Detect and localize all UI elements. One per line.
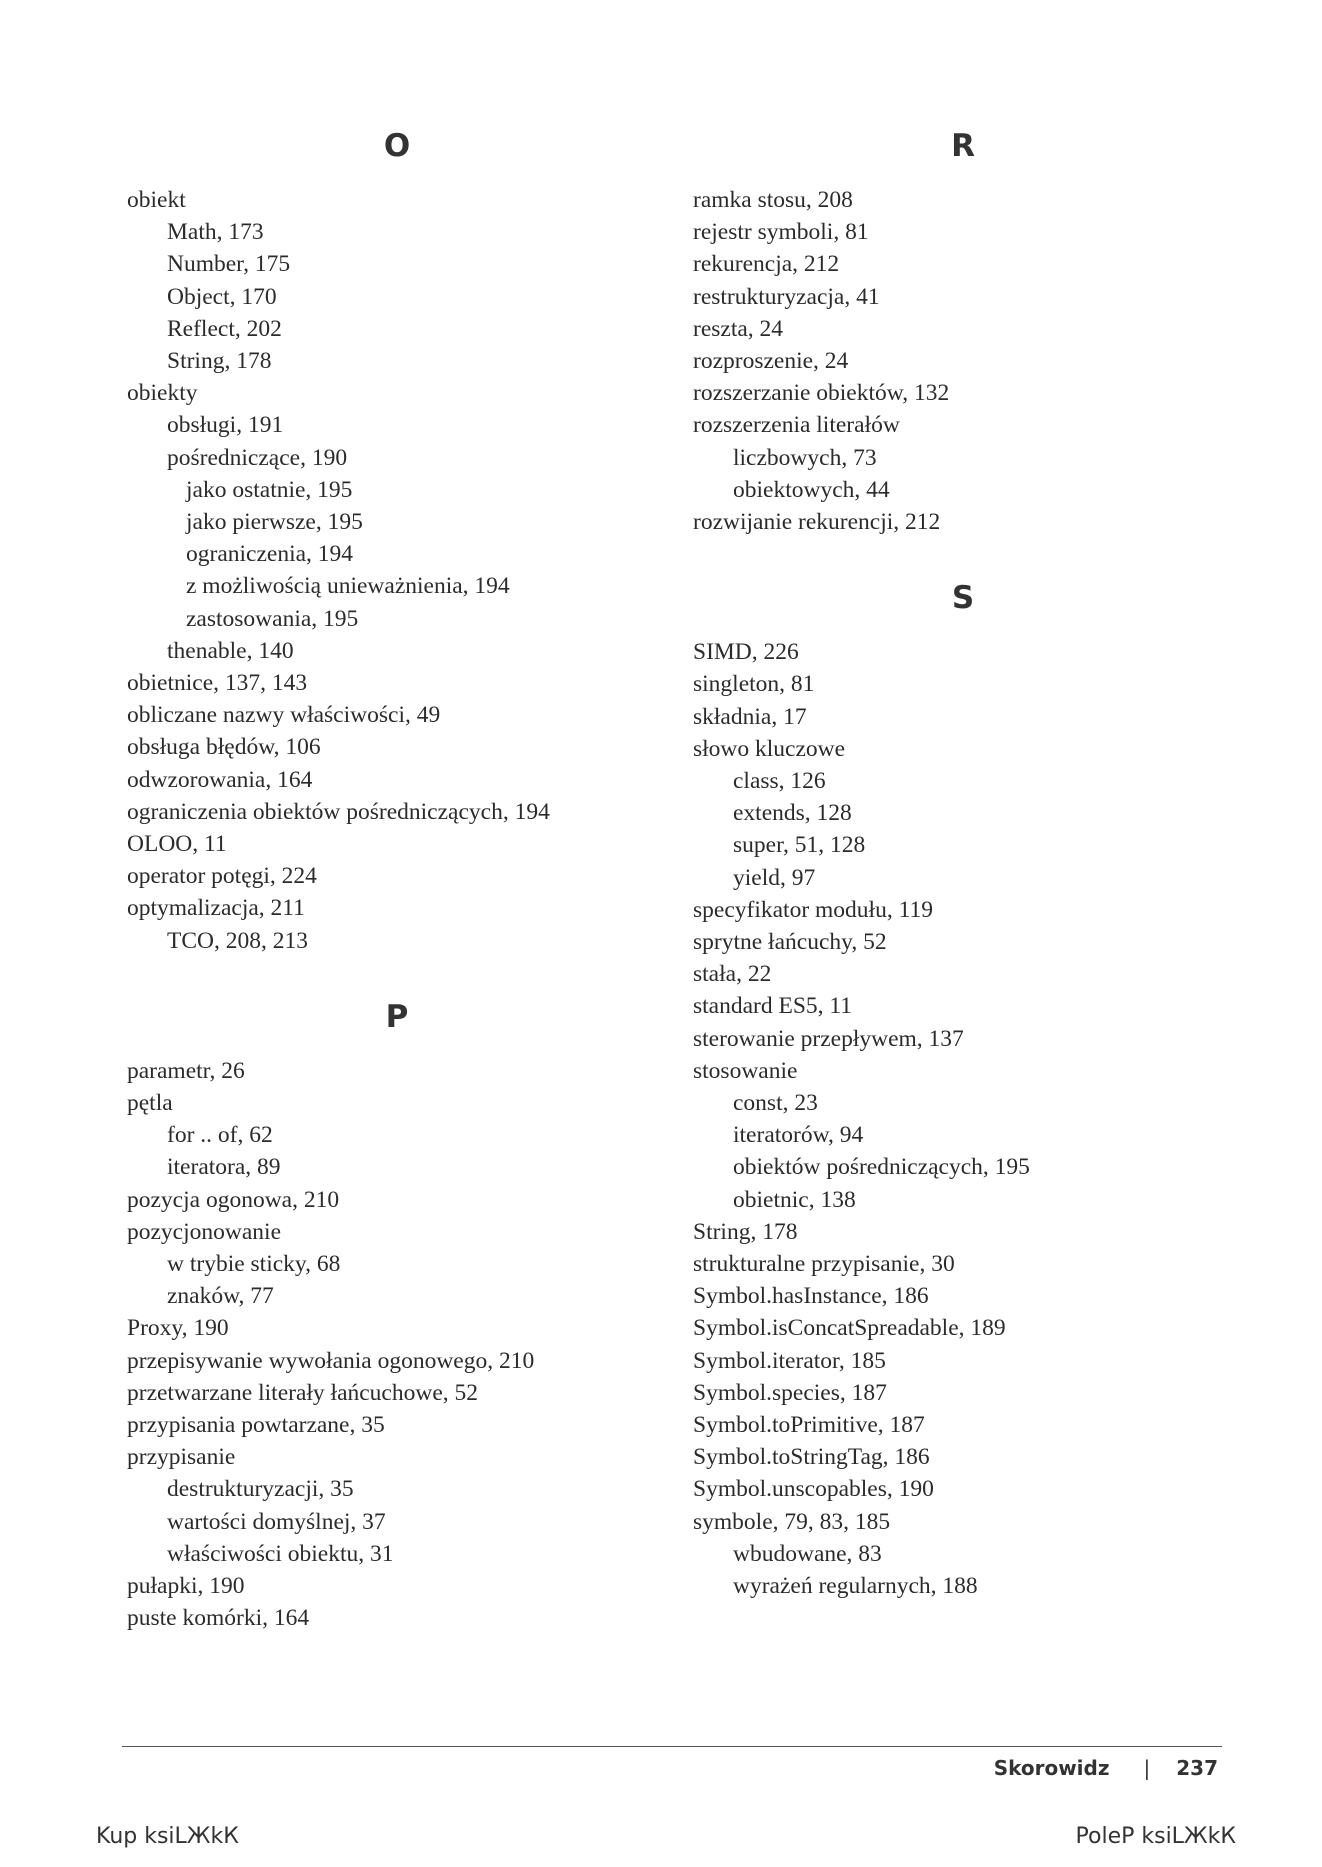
index-entry: singleton, 81: [693, 671, 815, 698]
index-entry: puste komórki, 164: [127, 1605, 310, 1632]
index-entry: Symbol.species, 187: [693, 1379, 887, 1406]
buy-book-link[interactable]: Kup ksiLЖkК: [96, 1824, 239, 1849]
index-entry: przypisania powtarzane, 35: [127, 1412, 385, 1438]
index-entry: optymalizacja, 211: [127, 895, 305, 922]
index-subentry: TCO, 208, 213: [167, 927, 308, 954]
index-entry: pułapki, 190: [127, 1573, 245, 1599]
section-letter-s: S: [951, 580, 975, 617]
index-subentry: wyrażeń regularnych, 188: [733, 1573, 978, 1599]
index-subentry: pośredniczące, 190: [167, 444, 348, 471]
index-entry: restrukturyzacja, 41: [693, 283, 880, 310]
index-entry: obietnice, 137, 143: [127, 670, 308, 696]
index-entry: obsługa błędów, 106: [127, 734, 321, 761]
index-subentry: znaków, 77: [167, 1283, 274, 1310]
index-entry: SIMD, 226: [693, 639, 799, 666]
index-entry: Symbol.hasInstance, 186: [693, 1283, 929, 1310]
index-subentry: iteratorów, 94: [733, 1122, 864, 1149]
index-entry: pozycja ogonowa, 210: [127, 1186, 340, 1213]
index-entry: sprytne łańcuchy, 52: [693, 929, 887, 955]
footer-separator: |: [1143, 1756, 1151, 1780]
index-entry: standard ES5, 11: [693, 993, 853, 1020]
index-entry: symbole, 79, 83, 185: [693, 1508, 891, 1535]
index-subentry: Number, 175: [167, 251, 291, 278]
index-subentry: właściwości obiektu, 31: [167, 1540, 394, 1567]
index-subentry: obsługi, 191: [167, 412, 284, 439]
index-subentry: obiektowych, 44: [733, 476, 890, 503]
index-entry: Symbol.iterator, 185: [693, 1347, 886, 1374]
index-entry: obiekty: [127, 380, 198, 407]
index-entry: rozszerzanie obiektów, 132: [693, 380, 950, 407]
index-entry: pętla: [127, 1090, 173, 1116]
index-subentry: zastosowania, 195: [186, 605, 359, 632]
rate-book-link[interactable]: PoleР ksiLЖkК: [1075, 1824, 1236, 1849]
index-subentry: wbudowane, 83: [733, 1540, 882, 1567]
index-entry: ograniczenia obiektów pośredniczących, 194: [127, 798, 550, 825]
index-entry: stała, 22: [693, 961, 772, 988]
index-entry: obiekt: [127, 187, 186, 213]
index-entry: Proxy, 190: [127, 1315, 229, 1342]
index-entry: specyfikator modułu, 119: [693, 896, 933, 923]
index-entry: rozszerzenia literałów: [693, 412, 900, 439]
index-entry: OLOO, 11: [127, 831, 227, 857]
index-subentry: class, 126: [733, 768, 826, 794]
index-subentry: for .. of, 62: [167, 1122, 273, 1149]
index-entry: reszta, 24: [693, 315, 784, 342]
index-entry: String, 178: [693, 1218, 798, 1245]
index-entry: rejestr symboli, 81: [693, 219, 869, 246]
index-entry: przypisanie: [127, 1444, 236, 1471]
section-letter-p: P: [385, 998, 409, 1035]
index-entry: stosowanie: [693, 1057, 798, 1084]
index-entry: Symbol.toPrimitive, 187: [693, 1412, 925, 1438]
index-entry: sterowanie przepływem, 137: [693, 1025, 964, 1052]
index-subentry: const, 23: [733, 1090, 818, 1116]
index-entry: obliczane nazwy właściwości, 49: [127, 702, 441, 729]
index-subentry: Reflect, 202: [167, 315, 282, 342]
index-subentry: w trybie sticky, 68: [167, 1251, 341, 1277]
index-subentry: yield, 97: [733, 864, 816, 891]
index-subentry: liczbowych, 73: [733, 444, 877, 471]
index-entry: Symbol.unscopables, 190: [693, 1476, 934, 1503]
index-entry: przetwarzane literały łańcuchowe, 52: [127, 1379, 479, 1406]
footer-section-name: Skorowidz: [993, 1756, 1110, 1780]
index-subentry: obietnic, 138: [733, 1186, 856, 1213]
index-entry: operator potęgi, 224: [127, 863, 317, 890]
index-subentry: super, 51, 128: [733, 832, 866, 859]
index-subentry: Math, 173: [167, 219, 264, 246]
index-subentry: String, 178: [167, 348, 272, 374]
index-entry: rozwijanie rekurencji, 212: [693, 509, 941, 535]
section-letter-o: O: [383, 128, 411, 164]
section-letter-r: R: [951, 128, 975, 164]
index-subentry: thenable, 140: [167, 637, 294, 664]
running-footer: [994, 1753, 1218, 1783]
index-entry: pozycjonowanie: [127, 1218, 282, 1245]
index-entry: przepisywanie wywołania ogonowego, 210: [127, 1347, 535, 1374]
index-subentry: destrukturyzacji, 35: [167, 1476, 354, 1503]
index-subentry: extends, 128: [733, 800, 852, 827]
index-subentry: wartości domyślnej, 37: [167, 1508, 386, 1535]
index-subentry: Object, 170: [167, 283, 277, 310]
page-number: 237: [1176, 1756, 1218, 1780]
index-entry: parametr, 26: [127, 1057, 245, 1084]
index-entry: strukturalne przypisanie, 30: [693, 1251, 955, 1277]
index-subentry: iteratora, 89: [167, 1154, 281, 1181]
index-entry: składnia, 17: [693, 703, 807, 730]
index-entry: ramka stosu, 208: [693, 187, 853, 213]
index-subentry: obiektów pośredniczących, 195: [733, 1154, 1030, 1181]
index-entry: rekurencja, 212: [693, 251, 840, 278]
index-subentry: z możliwością unieważnienia, 194: [186, 573, 510, 600]
index-subentry: ograniczenia, 194: [186, 541, 354, 568]
index-entry: słowo kluczowe: [693, 735, 846, 762]
footer-rule: [122, 1746, 1222, 1747]
index-entry: Symbol.toStringTag, 186: [693, 1444, 930, 1471]
index-entry: odwzorowania, 164: [127, 766, 313, 793]
index-subentry: jako ostatnie, 195: [186, 476, 353, 503]
index-subentry: jako pierwsze, 195: [186, 509, 363, 535]
index-entry: Symbol.isConcatSpreadable, 189: [693, 1315, 1006, 1342]
index-entry: rozproszenie, 24: [693, 348, 849, 374]
